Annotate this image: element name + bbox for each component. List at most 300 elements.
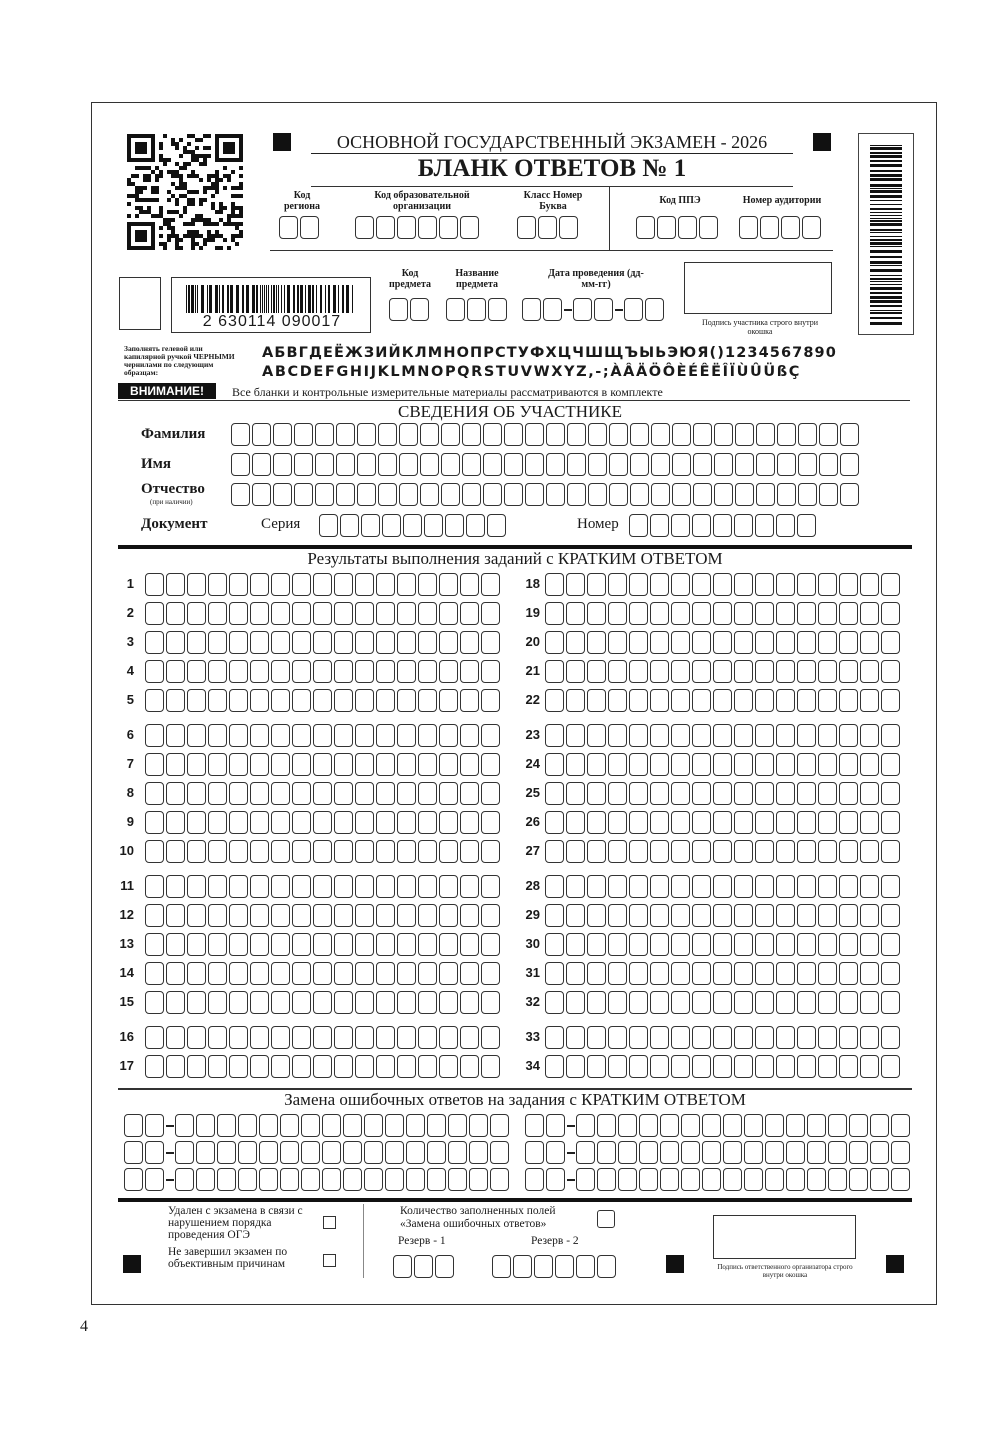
- input-cell[interactable]: [713, 689, 732, 712]
- input-cell[interactable]: [292, 991, 311, 1014]
- input-cell[interactable]: [439, 724, 458, 747]
- input-cell[interactable]: [420, 423, 439, 446]
- answer-field[interactable]: [545, 753, 902, 776]
- input-cell[interactable]: [881, 1026, 900, 1049]
- input-cell[interactable]: [238, 1168, 257, 1191]
- input-cell[interactable]: [229, 840, 248, 863]
- input-cell[interactable]: [881, 753, 900, 776]
- input-cell[interactable]: [755, 514, 774, 537]
- input-cell[interactable]: [229, 991, 248, 1014]
- answer-field[interactable]: [545, 1026, 902, 1049]
- input-cell[interactable]: [334, 1026, 353, 1049]
- input-cell[interactable]: [776, 782, 795, 805]
- input-cell[interactable]: [881, 689, 900, 712]
- input-cell[interactable]: [692, 962, 711, 985]
- input-cell[interactable]: [445, 514, 464, 537]
- input-cell[interactable]: [734, 602, 753, 625]
- input-cell[interactable]: [629, 840, 648, 863]
- input-cell[interactable]: [587, 933, 606, 956]
- input-cell[interactable]: [313, 660, 332, 683]
- input-cell[interactable]: [860, 753, 879, 776]
- input-cell[interactable]: [798, 453, 817, 476]
- input-cell[interactable]: [481, 991, 500, 1014]
- input-cell[interactable]: [250, 602, 269, 625]
- input-cell[interactable]: [576, 1168, 595, 1191]
- answer-field[interactable]: [145, 933, 502, 956]
- input-cell[interactable]: [460, 753, 479, 776]
- input-cell[interactable]: [678, 216, 697, 239]
- input-cell[interactable]: [650, 782, 669, 805]
- input-cell[interactable]: [460, 875, 479, 898]
- input-cell[interactable]: [481, 811, 500, 834]
- input-cell[interactable]: [566, 660, 585, 683]
- input-cell[interactable]: [587, 904, 606, 927]
- input-cell[interactable]: [294, 483, 313, 506]
- input-cell[interactable]: [881, 840, 900, 863]
- input-cell[interactable]: [629, 660, 648, 683]
- input-cell[interactable]: [566, 933, 585, 956]
- input-cell[interactable]: [597, 1255, 616, 1278]
- input-cell[interactable]: [313, 933, 332, 956]
- input-cell[interactable]: [650, 904, 669, 927]
- input-cell[interactable]: [650, 991, 669, 1014]
- input-cell[interactable]: [336, 483, 355, 506]
- input-cell[interactable]: [597, 1168, 616, 1191]
- input-cell[interactable]: [313, 1055, 332, 1078]
- input-cell[interactable]: [439, 962, 458, 985]
- input-cell[interactable]: [545, 875, 564, 898]
- answer-field[interactable]: [545, 1055, 902, 1078]
- input-cell[interactable]: [315, 423, 334, 446]
- input-cell[interactable]: [525, 1141, 544, 1164]
- input-cell[interactable]: [818, 1055, 837, 1078]
- input-cell[interactable]: [819, 483, 838, 506]
- input-cell[interactable]: [271, 602, 290, 625]
- input-cell[interactable]: [292, 782, 311, 805]
- input-cell[interactable]: [608, 753, 627, 776]
- input-cell[interactable]: [860, 811, 879, 834]
- input-cell[interactable]: [313, 753, 332, 776]
- input-cell[interactable]: [334, 904, 353, 927]
- input-cell[interactable]: [776, 753, 795, 776]
- input-cell[interactable]: [608, 782, 627, 805]
- input-cell[interactable]: [259, 1114, 278, 1137]
- input-cell[interactable]: [418, 991, 437, 1014]
- input-cell[interactable]: [361, 514, 380, 537]
- input-cell[interactable]: [427, 1168, 446, 1191]
- input-cell[interactable]: [881, 991, 900, 1014]
- input-cell[interactable]: [259, 1141, 278, 1164]
- input-cell[interactable]: [672, 453, 691, 476]
- input-cell[interactable]: [389, 298, 408, 321]
- input-cell[interactable]: [723, 1141, 742, 1164]
- input-cell[interactable]: [301, 1168, 320, 1191]
- input-cell[interactable]: [881, 631, 900, 654]
- input-cell[interactable]: [650, 514, 669, 537]
- input-cell[interactable]: [376, 602, 395, 625]
- input-cell[interactable]: [467, 298, 486, 321]
- input-cell[interactable]: [271, 962, 290, 985]
- input-cell[interactable]: [481, 724, 500, 747]
- subject-name-field[interactable]: [446, 298, 509, 321]
- input-cell[interactable]: [797, 904, 816, 927]
- input-cell[interactable]: [608, 811, 627, 834]
- input-cell[interactable]: [692, 514, 711, 537]
- input-cell[interactable]: [376, 689, 395, 712]
- input-cell[interactable]: [545, 631, 564, 654]
- input-cell[interactable]: [891, 1141, 910, 1164]
- input-cell[interactable]: [292, 811, 311, 834]
- room-field[interactable]: [739, 216, 823, 239]
- input-cell[interactable]: [208, 991, 227, 1014]
- input-cell[interactable]: [124, 1141, 143, 1164]
- input-cell[interactable]: [587, 991, 606, 1014]
- input-cell[interactable]: [250, 1026, 269, 1049]
- input-cell[interactable]: [692, 660, 711, 683]
- input-cell[interactable]: [376, 631, 395, 654]
- input-cell[interactable]: [713, 811, 732, 834]
- input-cell[interactable]: [671, 933, 690, 956]
- input-cell[interactable]: [629, 962, 648, 985]
- input-cell[interactable]: [334, 631, 353, 654]
- input-cell[interactable]: [252, 483, 271, 506]
- input-cell[interactable]: [481, 840, 500, 863]
- input-cell[interactable]: [566, 782, 585, 805]
- answer-field[interactable]: [145, 660, 502, 683]
- input-cell[interactable]: [629, 573, 648, 596]
- input-cell[interactable]: [870, 1141, 889, 1164]
- input-cell[interactable]: [587, 840, 606, 863]
- input-cell[interactable]: [208, 840, 227, 863]
- input-cell[interactable]: [483, 483, 502, 506]
- input-cell[interactable]: [229, 753, 248, 776]
- answer-field[interactable]: [545, 991, 902, 1014]
- input-cell[interactable]: [481, 631, 500, 654]
- input-cell[interactable]: [355, 991, 374, 1014]
- input-cell[interactable]: [145, 904, 164, 927]
- input-cell[interactable]: [271, 840, 290, 863]
- input-cell[interactable]: [671, 689, 690, 712]
- input-cell[interactable]: [385, 1114, 404, 1137]
- input-cell[interactable]: [650, 724, 669, 747]
- input-cell[interactable]: [692, 875, 711, 898]
- input-cell[interactable]: [765, 1141, 784, 1164]
- input-cell[interactable]: [397, 782, 416, 805]
- input-cell[interactable]: [545, 811, 564, 834]
- input-cell[interactable]: [250, 840, 269, 863]
- input-cell[interactable]: [629, 811, 648, 834]
- input-cell[interactable]: [818, 724, 837, 747]
- input-cell[interactable]: [891, 1114, 910, 1137]
- input-cell[interactable]: [292, 753, 311, 776]
- input-cell[interactable]: [566, 1055, 585, 1078]
- input-cell[interactable]: [460, 660, 479, 683]
- reserve1-field[interactable]: [393, 1255, 456, 1278]
- participant-signature-box[interactable]: [684, 262, 832, 314]
- input-cell[interactable]: [657, 216, 676, 239]
- input-cell[interactable]: [734, 573, 753, 596]
- input-cell[interactable]: [481, 573, 500, 596]
- input-cell[interactable]: [292, 631, 311, 654]
- input-cell[interactable]: [187, 602, 206, 625]
- input-cell[interactable]: [334, 573, 353, 596]
- input-cell[interactable]: [418, 573, 437, 596]
- input-cell[interactable]: [797, 1055, 816, 1078]
- input-cell[interactable]: [587, 875, 606, 898]
- input-cell[interactable]: [651, 453, 670, 476]
- input-cell[interactable]: [448, 1114, 467, 1137]
- input-cell[interactable]: [545, 840, 564, 863]
- input-cell[interactable]: [546, 453, 565, 476]
- input-cell[interactable]: [420, 453, 439, 476]
- input-cell[interactable]: [376, 724, 395, 747]
- input-cell[interactable]: [250, 689, 269, 712]
- input-cell[interactable]: [460, 573, 479, 596]
- input-cell[interactable]: [828, 1141, 847, 1164]
- input-cell[interactable]: [588, 423, 607, 446]
- input-cell[interactable]: [587, 1055, 606, 1078]
- input-cell[interactable]: [294, 423, 313, 446]
- input-cell[interactable]: [397, 631, 416, 654]
- input-cell[interactable]: [713, 602, 732, 625]
- input-cell[interactable]: [660, 1168, 679, 1191]
- input-cell[interactable]: [292, 840, 311, 863]
- answer-field[interactable]: [145, 573, 502, 596]
- answer-field[interactable]: [145, 991, 502, 1014]
- input-cell[interactable]: [397, 1026, 416, 1049]
- input-cell[interactable]: [250, 933, 269, 956]
- input-cell[interactable]: [187, 991, 206, 1014]
- input-cell[interactable]: [481, 962, 500, 985]
- input-cell[interactable]: [382, 514, 401, 537]
- input-cell[interactable]: [765, 1114, 784, 1137]
- input-cell[interactable]: [692, 724, 711, 747]
- input-cell[interactable]: [229, 573, 248, 596]
- subject-code-field[interactable]: [389, 298, 431, 321]
- input-cell[interactable]: [280, 1168, 299, 1191]
- input-cell[interactable]: [250, 753, 269, 776]
- input-cell[interactable]: [545, 782, 564, 805]
- input-cell[interactable]: [699, 216, 718, 239]
- input-cell[interactable]: [755, 573, 774, 596]
- input-cell[interactable]: [630, 423, 649, 446]
- input-cell[interactable]: [734, 660, 753, 683]
- input-cell[interactable]: [187, 782, 206, 805]
- input-cell[interactable]: [534, 1255, 553, 1278]
- input-cell[interactable]: [460, 689, 479, 712]
- input-cell[interactable]: [355, 1026, 374, 1049]
- input-cell[interactable]: [145, 631, 164, 654]
- input-cell[interactable]: [671, 753, 690, 776]
- input-cell[interactable]: [217, 1141, 236, 1164]
- input-cell[interactable]: [355, 875, 374, 898]
- input-cell[interactable]: [566, 811, 585, 834]
- input-cell[interactable]: [636, 216, 655, 239]
- input-cell[interactable]: [187, 724, 206, 747]
- input-cell[interactable]: [797, 660, 816, 683]
- input-cell[interactable]: [439, 660, 458, 683]
- input-cell[interactable]: [639, 1141, 658, 1164]
- input-cell[interactable]: [849, 1141, 868, 1164]
- input-cell[interactable]: [439, 216, 458, 239]
- input-cell[interactable]: [378, 483, 397, 506]
- input-cell[interactable]: [175, 1114, 194, 1137]
- input-cell[interactable]: [322, 1141, 341, 1164]
- input-cell[interactable]: [566, 904, 585, 927]
- input-cell[interactable]: [840, 483, 859, 506]
- input-cell[interactable]: [587, 660, 606, 683]
- input-cell[interactable]: [639, 1114, 658, 1137]
- input-cell[interactable]: [145, 689, 164, 712]
- input-cell[interactable]: [630, 453, 649, 476]
- input-cell[interactable]: [755, 1055, 774, 1078]
- input-cell[interactable]: [692, 631, 711, 654]
- input-cell[interactable]: [545, 1026, 564, 1049]
- input-cell[interactable]: [315, 483, 334, 506]
- input-cell[interactable]: [714, 483, 733, 506]
- input-cell[interactable]: [441, 423, 460, 446]
- input-cell[interactable]: [355, 933, 374, 956]
- input-cell[interactable]: [566, 991, 585, 1014]
- input-cell[interactable]: [208, 631, 227, 654]
- input-cell[interactable]: [439, 875, 458, 898]
- answer-field[interactable]: [145, 840, 502, 863]
- input-cell[interactable]: [702, 1141, 721, 1164]
- input-cell[interactable]: [334, 689, 353, 712]
- input-cell[interactable]: [891, 1168, 910, 1191]
- input-cell[interactable]: [490, 1141, 509, 1164]
- input-cell[interactable]: [608, 573, 627, 596]
- input-cell[interactable]: [545, 753, 564, 776]
- input-cell[interactable]: [776, 811, 795, 834]
- input-cell[interactable]: [597, 1114, 616, 1137]
- input-cell[interactable]: [713, 904, 732, 927]
- input-cell[interactable]: [271, 724, 290, 747]
- input-cell[interactable]: [756, 483, 775, 506]
- input-cell[interactable]: [650, 660, 669, 683]
- input-cell[interactable]: [839, 660, 858, 683]
- input-cell[interactable]: [166, 904, 185, 927]
- input-cell[interactable]: [797, 631, 816, 654]
- input-cell[interactable]: [597, 1141, 616, 1164]
- input-cell[interactable]: [481, 904, 500, 927]
- input-cell[interactable]: [418, 811, 437, 834]
- input-cell[interactable]: [460, 216, 479, 239]
- input-cell[interactable]: [692, 840, 711, 863]
- input-cell[interactable]: [462, 483, 481, 506]
- input-cell[interactable]: [797, 573, 816, 596]
- input-cell[interactable]: [755, 875, 774, 898]
- input-cell[interactable]: [802, 216, 821, 239]
- input-cell[interactable]: [609, 453, 628, 476]
- input-cell[interactable]: [818, 875, 837, 898]
- input-cell[interactable]: [334, 991, 353, 1014]
- input-cell[interactable]: [860, 724, 879, 747]
- input-cell[interactable]: [462, 453, 481, 476]
- input-cell[interactable]: [881, 904, 900, 927]
- input-cell[interactable]: [860, 991, 879, 1014]
- input-cell[interactable]: [313, 782, 332, 805]
- input-cell[interactable]: [681, 1168, 700, 1191]
- input-cell[interactable]: [229, 1055, 248, 1078]
- input-cell[interactable]: [334, 1055, 353, 1078]
- input-cell[interactable]: [460, 933, 479, 956]
- input-cell[interactable]: [566, 875, 585, 898]
- input-cell[interactable]: [208, 904, 227, 927]
- input-cell[interactable]: [819, 453, 838, 476]
- input-cell[interactable]: [208, 753, 227, 776]
- input-cell[interactable]: [481, 689, 500, 712]
- input-cell[interactable]: [334, 660, 353, 683]
- input-cell[interactable]: [208, 724, 227, 747]
- input-cell[interactable]: [546, 423, 565, 446]
- input-cell[interactable]: [460, 602, 479, 625]
- input-cell[interactable]: [650, 602, 669, 625]
- input-cell[interactable]: [481, 660, 500, 683]
- input-cell[interactable]: [587, 1026, 606, 1049]
- input-cell[interactable]: [629, 782, 648, 805]
- input-cell[interactable]: [839, 904, 858, 927]
- replace-field[interactable]: [525, 1114, 912, 1137]
- input-cell[interactable]: [870, 1168, 889, 1191]
- input-cell[interactable]: [651, 423, 670, 446]
- input-cell[interactable]: [818, 573, 837, 596]
- input-cell[interactable]: [166, 631, 185, 654]
- input-cell[interactable]: [439, 811, 458, 834]
- input-cell[interactable]: [755, 689, 774, 712]
- input-cell[interactable]: [376, 1055, 395, 1078]
- input-cell[interactable]: [420, 483, 439, 506]
- input-cell[interactable]: [839, 689, 858, 712]
- input-cell[interactable]: [692, 753, 711, 776]
- input-cell[interactable]: [418, 631, 437, 654]
- input-cell[interactable]: [576, 1141, 595, 1164]
- input-cell[interactable]: [397, 904, 416, 927]
- input-cell[interactable]: [229, 631, 248, 654]
- input-cell[interactable]: [292, 602, 311, 625]
- input-cell[interactable]: [629, 689, 648, 712]
- input-cell[interactable]: [271, 991, 290, 1014]
- input-cell[interactable]: [839, 573, 858, 596]
- input-cell[interactable]: [481, 1026, 500, 1049]
- input-cell[interactable]: [145, 1141, 164, 1164]
- input-cell[interactable]: [650, 962, 669, 985]
- input-cell[interactable]: [776, 689, 795, 712]
- input-cell[interactable]: [435, 1255, 454, 1278]
- input-cell[interactable]: [397, 811, 416, 834]
- input-cell[interactable]: [807, 1168, 826, 1191]
- input-cell[interactable]: [397, 991, 416, 1014]
- class-field[interactable]: [517, 216, 580, 239]
- input-cell[interactable]: [259, 1168, 278, 1191]
- input-cell[interactable]: [397, 962, 416, 985]
- input-cell[interactable]: [250, 904, 269, 927]
- input-cell[interactable]: [462, 423, 481, 446]
- input-cell[interactable]: [273, 483, 292, 506]
- input-cell[interactable]: [671, 962, 690, 985]
- input-cell[interactable]: [376, 1026, 395, 1049]
- input-cell[interactable]: [208, 573, 227, 596]
- input-cell[interactable]: [145, 1026, 164, 1049]
- input-cell[interactable]: [145, 962, 164, 985]
- input-cell[interactable]: [313, 724, 332, 747]
- input-cell[interactable]: [145, 1055, 164, 1078]
- input-cell[interactable]: [776, 875, 795, 898]
- input-cell[interactable]: [650, 840, 669, 863]
- input-cell[interactable]: [797, 514, 816, 537]
- input-cell[interactable]: [145, 724, 164, 747]
- input-cell[interactable]: [776, 840, 795, 863]
